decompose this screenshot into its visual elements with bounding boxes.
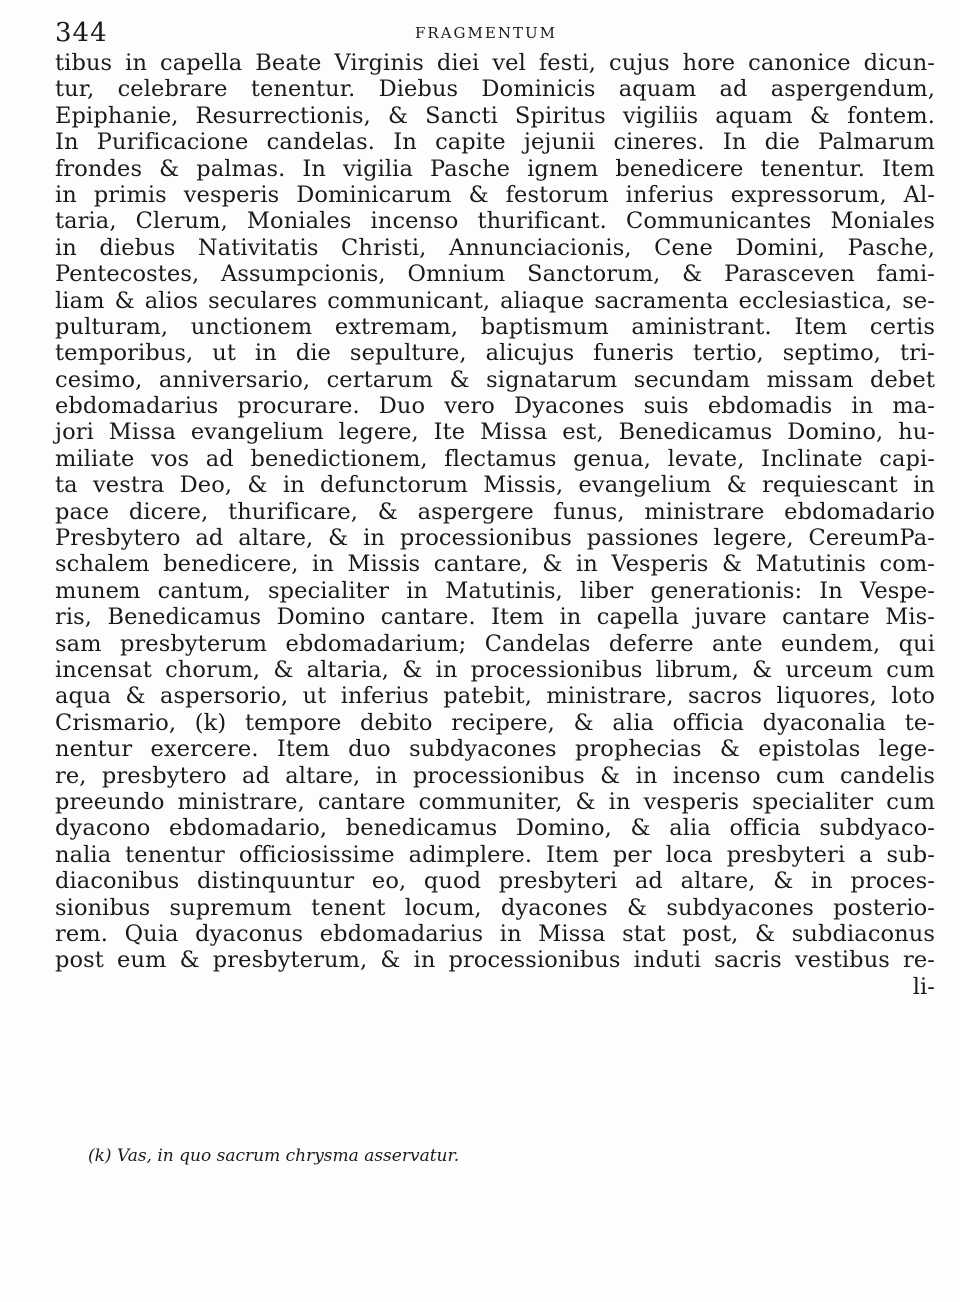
text-line: munem cantum, specialiter in Matutinis, liber generationis: In Vespe- xyxy=(55,577,935,604)
footnote xyxy=(88,1146,928,1166)
text-line: schalem benedicere, in Missis cantare, & in Vesperis & Matutinis com- xyxy=(55,551,935,578)
running-head: FRAGMENTUM xyxy=(415,24,557,42)
text-line: incensat chorum, & altaria, & in processionibus librum, & urceum cum xyxy=(55,656,935,683)
page-header xyxy=(55,18,935,48)
text-line: Epiphanie, Resurrectionis, & Sancti Spiritus vigiliis aquam & fontem. xyxy=(55,102,935,129)
text-line: taria, Clerum, Moniales incenso thurificant. Communicantes Moniales xyxy=(55,208,935,235)
text-line: Presbytero ad altare, & in processionibus passiones legere, CereumPa- xyxy=(55,525,935,552)
text-line: temporibus, ut in die sepulture, alicujus funeris tertio, septimo, tri- xyxy=(55,340,935,367)
text-line: Pentecostes, Assumpcionis, Omnium Sanctorum, & Parasceven fami- xyxy=(55,261,935,288)
text-line: li- xyxy=(912,973,935,1000)
text-line: in primis vesperis Dominicarum & festorum inferius expressorum, Al- xyxy=(55,181,935,208)
text-line: sam presbyterum ebdomadarium; Candelas deferre ante eundem, qui xyxy=(55,630,935,657)
text-line: Crismario, (k) tempore debito recipere, & alia officia dyaconalia te- xyxy=(55,709,935,736)
text-line: frondes & palmas. In vigilia Pasche ignem benedicere tenentur. Item xyxy=(55,155,935,182)
text-line: nalia tenentur officiosissime adimplere. Item per loca presbyteri a sub- xyxy=(55,841,935,868)
text-line: nentur exercere. Item duo subdyacones prophecias & epistolas lege- xyxy=(55,736,935,763)
text-line: sionibus supremum tenent locum, dyacones & subdyacones posterio- xyxy=(55,894,935,921)
text-line: tibus in capella Beate Virginis diei vel festi, cujus hore canonice dicun- xyxy=(55,50,935,76)
text-line: ebdomadarius procurare. Duo vero Dyacones suis ebdomadis in ma- xyxy=(55,393,935,420)
page-number: 344 xyxy=(55,18,108,48)
text-line: ta vestra Deo, & in defunctorum Missis, evangelium & requiescant in xyxy=(55,472,935,499)
text-line: aqua & aspersorio, ut inferius patebit, ministrare, sacros liquores, loto xyxy=(55,683,935,710)
text-line: jori Missa evangelium legere, Ite Missa est, Benedicamus Domino, hu- xyxy=(55,419,935,446)
text-line: dyacono ebdomadario, benedicamus Domino, & alia officia subdyaco- xyxy=(55,815,935,842)
text-line: post eum & presbyterum, & in processionibus induti sacris vestibus re- xyxy=(55,947,935,974)
text-line: liam & alios seculares communicant, aliaque sacramenta ecclesiastica, se- xyxy=(55,287,935,314)
text-line: cesimo, anniversario, certarum & signatarum secundam missam debet xyxy=(55,366,935,393)
text-line: pulturam, unctionem extremam, baptismum aministrant. Item certis xyxy=(55,313,935,340)
text-line: re, presbytero ad altare, in processionibus & in incenso cum candelis xyxy=(55,762,935,789)
text-line: miliate vos ad benedictionem, flectamus genua, levate, Inclinate capi- xyxy=(55,445,935,472)
footnote-text: Vas, in quo sacrum chrysma asservatur. xyxy=(116,1146,460,1166)
text-line: rem. Quia dyaconus ebdomadarius in Missa stat post, & subdiaconus xyxy=(55,920,935,947)
main-text-block xyxy=(55,50,935,1000)
text-line: In Purificacione candelas. In capite jejunii cineres. In die Palmarum xyxy=(55,129,935,156)
text-line: ris, Benedicamus Domino cantare. Item in capella juvare cantare Mis- xyxy=(55,604,935,631)
text-line: pace dicere, thurificare, & aspergere funus, ministrare ebdomadario xyxy=(55,498,935,525)
text-line: in diebus Nativitatis Christi, Annunciacionis, Cene Domini, Pasche, xyxy=(55,234,935,261)
text-line: diaconibus distinquuntur eo, quod presbyteri ad altare, & in proces- xyxy=(55,868,935,895)
text-line: tur, celebrare tenentur. Diebus Dominicis aquam ad aspergendum, xyxy=(55,76,935,103)
text-line: preeundo ministrare, cantare communiter, & in vesperis specialiter cum xyxy=(55,788,935,815)
footnote-mark: (k) xyxy=(88,1146,112,1166)
